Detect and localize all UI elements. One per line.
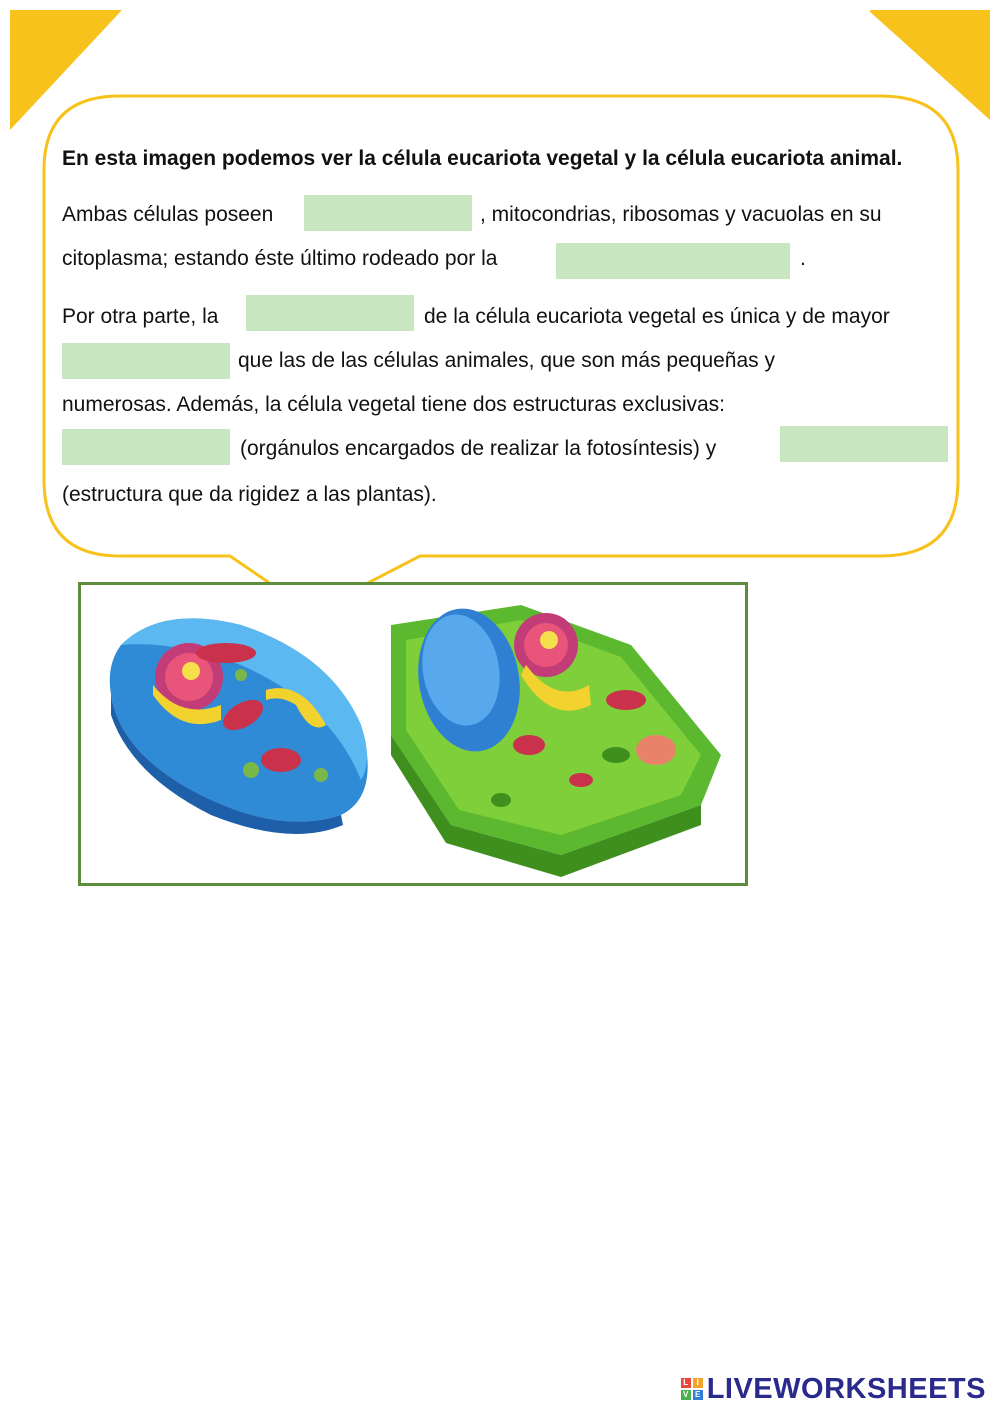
cells-illustration-frame <box>78 582 748 886</box>
blank-2[interactable] <box>556 243 790 279</box>
logo-letter-l: L <box>681 1378 691 1388</box>
blank-5[interactable] <box>62 429 230 465</box>
blank-5-input[interactable] <box>62 429 230 465</box>
logo-letter-i: I <box>693 1378 703 1388</box>
liveworksheets-logo-icon <box>681 1378 703 1400</box>
blank-3-input[interactable] <box>246 295 414 331</box>
paragraph2-line2: que las de las células animales, que son más pequeñas y <box>238 349 775 372</box>
paragraph1-line1-start: Ambas células poseen <box>62 203 274 226</box>
logo-letter-v: V <box>681 1390 691 1400</box>
blank-1-input[interactable] <box>304 195 472 231</box>
liveworksheets-logo <box>681 1374 986 1404</box>
blank-4-input[interactable] <box>62 343 230 379</box>
paragraph1-line2-end: . <box>800 247 806 270</box>
blank-3[interactable] <box>246 295 414 331</box>
paragraph2-line4: (orgánulos encargados de realizar la fotosíntesis) y <box>240 437 717 460</box>
blank-6-input[interactable] <box>780 426 948 462</box>
paragraph1-line2-start: citoplasma; estando éste último rodeado por la <box>62 247 498 270</box>
paragraph1-line1-end: , mitocondrias, ribosomas y vacuolas en su <box>480 203 882 226</box>
plant-cell-image <box>391 600 721 877</box>
blank-2-input[interactable] <box>556 243 790 279</box>
paragraph2-line1-end: de la célula eucariota vegetal es única y de mayor <box>424 305 890 328</box>
blank-4[interactable] <box>62 343 230 379</box>
cells-illustration <box>81 585 745 883</box>
liveworksheets-wordmark: LIVEWORKSHEETS <box>706 1372 986 1405</box>
paragraph2-line3: numerosas. Además, la célula vegetal tiene dos estructuras exclusivas: <box>62 393 726 416</box>
blank-1[interactable] <box>304 195 472 231</box>
blank-6[interactable] <box>780 426 948 462</box>
logo-letter-e: E <box>693 1390 703 1400</box>
heading-text: En esta imagen podemos ver la célula eucariota vegetal y la célula eucariota animal. <box>62 147 903 170</box>
animal-cell-image <box>110 618 368 834</box>
paragraph2-line1-start: Por otra parte, la <box>62 305 219 328</box>
paragraph2-line5: (estructura que da rigidez a las plantas). <box>62 483 437 506</box>
